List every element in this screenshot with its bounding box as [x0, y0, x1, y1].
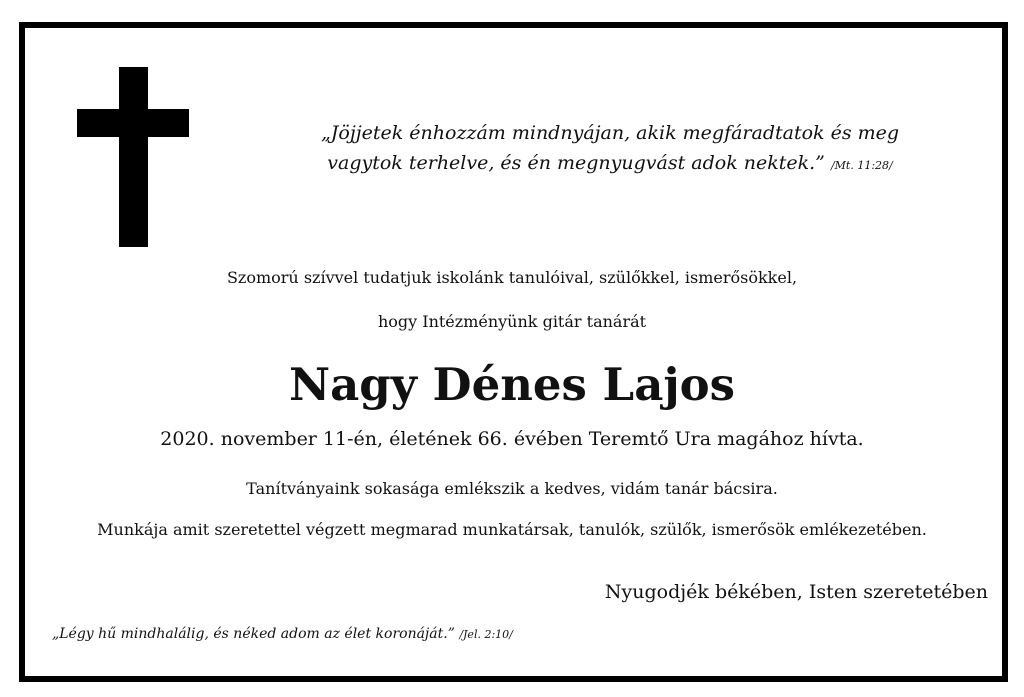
bible-quote-top — [260, 118, 960, 181]
quote-top-line2-text: vagytok terhelve, és én megnyugvást adok nektek.” — [327, 152, 825, 174]
quote-top-line1: „Jöjjetek énhozzám mindnyájan, akik megfáradtatok és meg — [320, 122, 900, 144]
quote-top-line2 — [260, 148, 960, 181]
memory-line2: Munkája amit szeretettel végzett megmarad munkatársak, tanulók, szülők, ismerősök emlékezetében. — [97, 520, 927, 539]
memory-line1: Tanítványaink sokasága emlékszik a kedves, vidám tanár bácsira. — [246, 479, 778, 498]
deceased-name: Nagy Dénes Lajos — [288, 358, 735, 411]
bible-quote-bottom — [52, 626, 513, 642]
rest-in-peace: Nyugodjék békében, Isten szeretetében — [604, 581, 988, 603]
cross-vertical-bar — [119, 67, 148, 247]
quote-bottom-reference: /Jel. 2:10/ — [459, 628, 513, 641]
cross-horizontal-bar — [77, 109, 189, 137]
quote-top-reference: /Mt. 11:28/ — [830, 159, 893, 172]
announcement-line1: Szomorú szívvel tudatjuk iskolánk tanulóival, szülőkkel, ismerősökkel, — [226, 268, 798, 287]
death-line: 2020. november 11-én, életének 66. évében Teremtő Ura magához hívta. — [160, 428, 864, 450]
quote-bottom-text: „Légy hű mindhalálig, és néked adom az élet koronáját.” — [52, 626, 455, 642]
announcement-line2: hogy Intézményünk gitár tanárát — [377, 312, 647, 331]
